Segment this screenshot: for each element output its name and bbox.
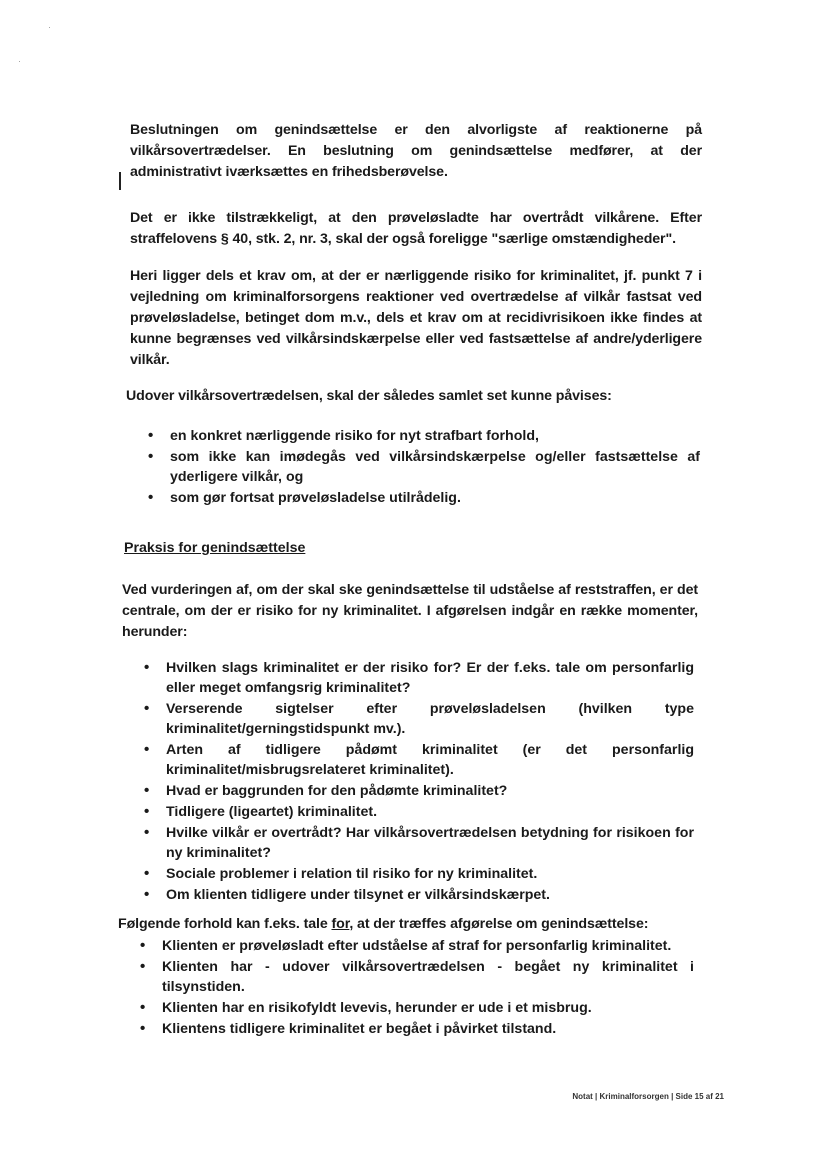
list-item: • Sociale problemer i relation til risiko for ny kriminalitet.: [142, 864, 694, 884]
circumstances-list: [138, 936, 694, 1040]
margin-change-bar: [119, 172, 121, 190]
list-item: • en konkret nærliggende risiko for nyt strafbart forhold,: [146, 426, 700, 446]
paragraph-6-end: , at der træffes afgørelse om genindsættelse:: [349, 916, 649, 932]
list-item: • Hvilke vilkår er overtrådt? Har vilkårsovertrædelsen betydning for risikoen for ny kriminalitet?: [142, 823, 694, 863]
underlined-word: for: [331, 916, 350, 932]
list-item: • Arten af tidligere pådømt kriminalitet (er det personfarlig kriminalitet/misbrugsrelateret kriminalitet).: [142, 740, 694, 780]
list-item: • Klientens tidligere kriminalitet er begået i påvirket tilstand.: [138, 1019, 694, 1039]
list-item: • som gør fortsat prøveløsladelse utilrådelig.: [146, 488, 700, 508]
factors-list: [142, 658, 694, 906]
paragraph-1: Beslutningen om genindsættelse er den alvorligste af reaktionerne på vilkårsovertrædelser. En beslutning om genindsættelse medfører, at der administrativt iværksættes en frihedsberøvelse.: [130, 122, 702, 180]
paragraph-3: Heri ligger dels et krav om, at der er nærliggende risiko for kriminalitet, jf. punkt 7 i vejledning om kriminalforsorgens reaktioner ved overtrædelse af vilkår fastsat ved prøveløsladelse, betinget dom m.v., dels et krav om at recidivrisikoen ikke findes at kunne begrænses ved vilkårsindskærpelse eller ved fastsættelse af andre/yderligere vilkår.: [130, 268, 702, 368]
scan-speck: ·: [18, 56, 21, 66]
paragraph-2: Det er ikke tilstrækkeligt, at den prøveløsladte har overtrådt vilkårene. Efter straffelovens § 40, stk. 2, nr. 3, skal der også foreligge "særlige omstændigheder".: [130, 210, 702, 247]
page-footer: Notat | Kriminalforsorgen | Side 15 af 21: [572, 1092, 724, 1101]
list-item: • Hvad er baggrunden for den pådømte kriminalitet?: [142, 781, 694, 801]
section-heading: Praksis for genindsættelse: [124, 540, 306, 556]
paragraph-4: Udover vilkårsovertrædelsen, skal der således samlet set kunne påvises:: [126, 388, 612, 404]
paragraph-6: [118, 914, 698, 935]
list-item: • Om klienten tidligere under tilsynet er vilkårsindskærpet.: [142, 885, 694, 905]
list-item: • som ikke kan imødegås ved vilkårsindskærpelse og/eller fastsættelse af yderligere vilkår, og: [146, 447, 700, 487]
list-item: • Klienten har en risikofyldt levevis, herunder er ude i et misbrug.: [138, 998, 694, 1018]
list-item: • Klienten har - udover vilkårsovertrædelsen - begået ny kriminalitet i tilsynstiden.: [138, 957, 694, 997]
scan-speck: ·: [48, 22, 51, 32]
list-item: • Tidligere (ligeartet) kriminalitet.: [142, 802, 694, 822]
list-item: • Hvilken slags kriminalitet er der risiko for? Er der f.eks. tale om personfarlig eller meget omfangsrig kriminalitet?: [142, 658, 694, 698]
paragraph-5: Ved vurderingen af, om der skal ske genindsættelse til udståelse af reststraffen, er det centrale, om der er risiko for ny kriminalitet. I afgørelsen indgår en række momenter, herunder:: [122, 582, 698, 640]
paragraph-6-start: Følgende forhold kan f.eks. tale: [118, 916, 332, 932]
requirements-list: [146, 426, 700, 509]
list-item: • Klienten er prøveløsladt efter udståelse af straf for personfarlig kriminalitet.: [138, 936, 694, 956]
list-item: • Verserende sigtelser efter prøveløsladelsen (hvilken type kriminalitet/gerningstidspunkt mv.).: [142, 699, 694, 739]
